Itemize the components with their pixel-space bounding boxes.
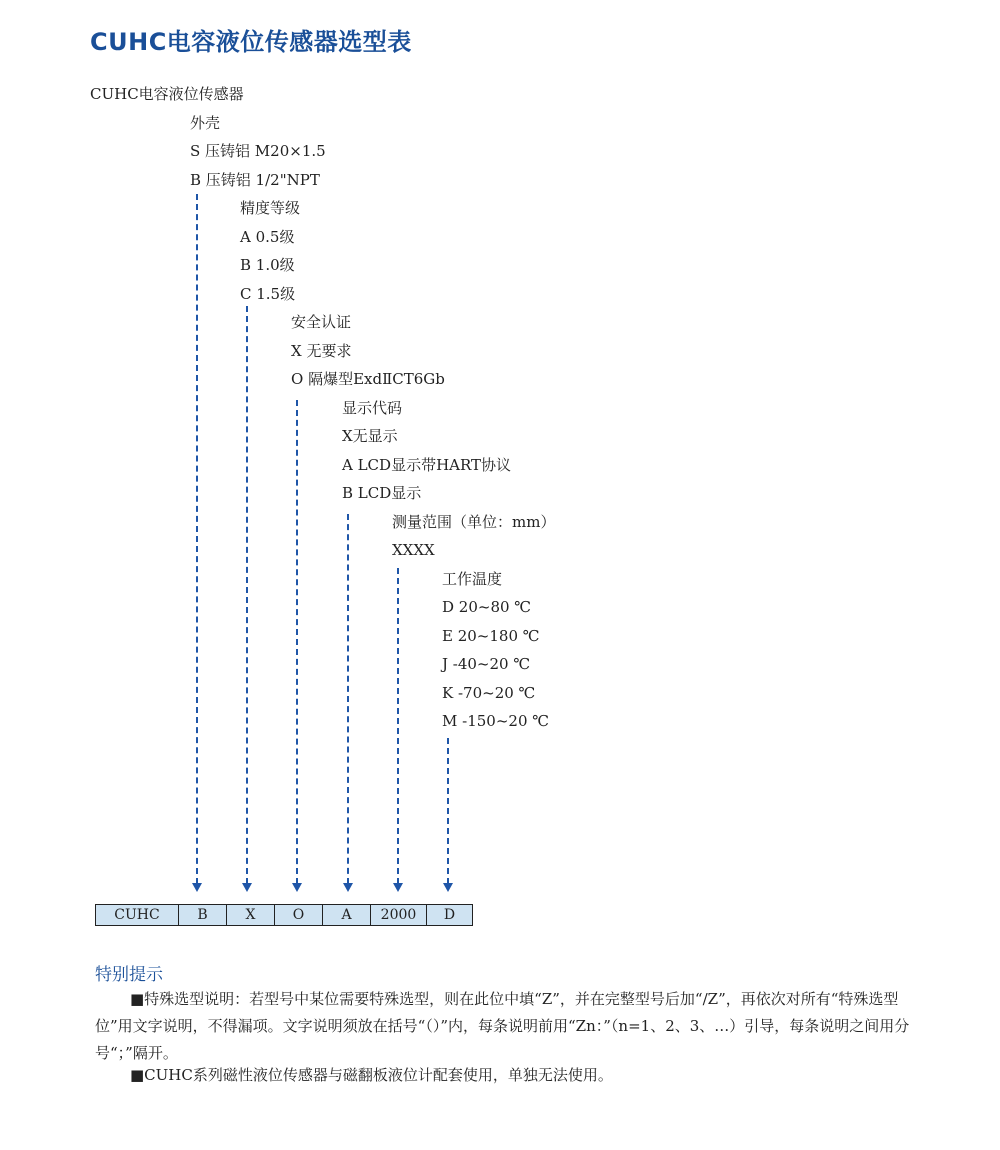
arrow-head-icon [292, 883, 302, 892]
notes-title: 特别提示 [95, 965, 163, 985]
display-option: X无显示 [342, 427, 398, 445]
temperature-arrow [447, 738, 449, 884]
accuracy-arrow [246, 306, 248, 884]
temperature-option: J -40~20 ℃ [442, 655, 531, 673]
housing-arrow [196, 194, 198, 884]
temperature-heading: 工作温度 [442, 570, 503, 588]
certification-heading: 安全认证 [291, 313, 352, 331]
temperature-option: E 20~180 ℃ [442, 627, 540, 645]
arrow-head-icon [242, 883, 252, 892]
certification-arrow [296, 400, 298, 884]
note-paragraph: ■CUHC系列磁性液位传感器与磁翻板液位计配套使用，单独无法使用。 [130, 1066, 613, 1084]
range-heading: 测量范围（单位：mm） [392, 513, 556, 531]
product-name: CUHC电容液位传感器 [90, 85, 244, 103]
display-option: B LCD显示 [342, 484, 422, 502]
certification-option: X 无要求 [291, 342, 352, 360]
code-cell-range: 2000 [371, 905, 427, 926]
accuracy-option: B 1.0级 [240, 256, 295, 274]
page-title: CUHC电容液位传感器选型表 [90, 28, 412, 56]
code-cell-accuracy: X [227, 905, 275, 926]
arrow-head-icon [343, 883, 353, 892]
range-option: XXXX [392, 541, 435, 559]
note-paragraph: ■特殊选型说明：若型号中某位需要特殊选型，则在此位中填“Z”，并在完整型号后加“/Z”，再依次对所有“特殊选型位”用文字说明，不得漏项。文字说明须放在括号“（）”内，每条说明前用“Zn：”（n=1、2、3、…）引导，每条说明之间用分号“；”隔开。 [95, 990, 910, 1062]
housing-option: B 压铸铝 1/2"NPT [190, 171, 320, 189]
display-option: A LCD显示带HART协议 [342, 456, 512, 474]
code-cell-housing: B [179, 905, 227, 926]
temperature-option: K -70~20 ℃ [442, 684, 536, 702]
accuracy-option: A 0.5级 [240, 228, 295, 246]
code-cell-display: A [323, 905, 371, 926]
code-cell-series: CUHC [96, 905, 179, 926]
arrow-head-icon [393, 883, 403, 892]
temperature-option: M -150~20 ℃ [442, 712, 550, 730]
accuracy-heading: 精度等级 [240, 199, 301, 217]
accuracy-option: C 1.5级 [240, 285, 296, 303]
model-code-table [95, 904, 473, 926]
arrow-head-icon [443, 883, 453, 892]
housing-option: S 压铸铝 M20×1.5 [190, 142, 326, 160]
certification-option: O 隔爆型ExdⅡCT6Gb [291, 370, 445, 388]
display-arrow [347, 514, 349, 884]
code-cell-certification: O [275, 905, 323, 926]
housing-heading: 外壳 [190, 114, 221, 132]
code-cell-temperature: D [427, 905, 473, 926]
arrow-head-icon [192, 883, 202, 892]
range-arrow [397, 568, 399, 884]
temperature-option: D 20~80 ℃ [442, 598, 532, 616]
display-heading: 显示代码 [342, 399, 403, 417]
model-code-row [96, 905, 473, 926]
